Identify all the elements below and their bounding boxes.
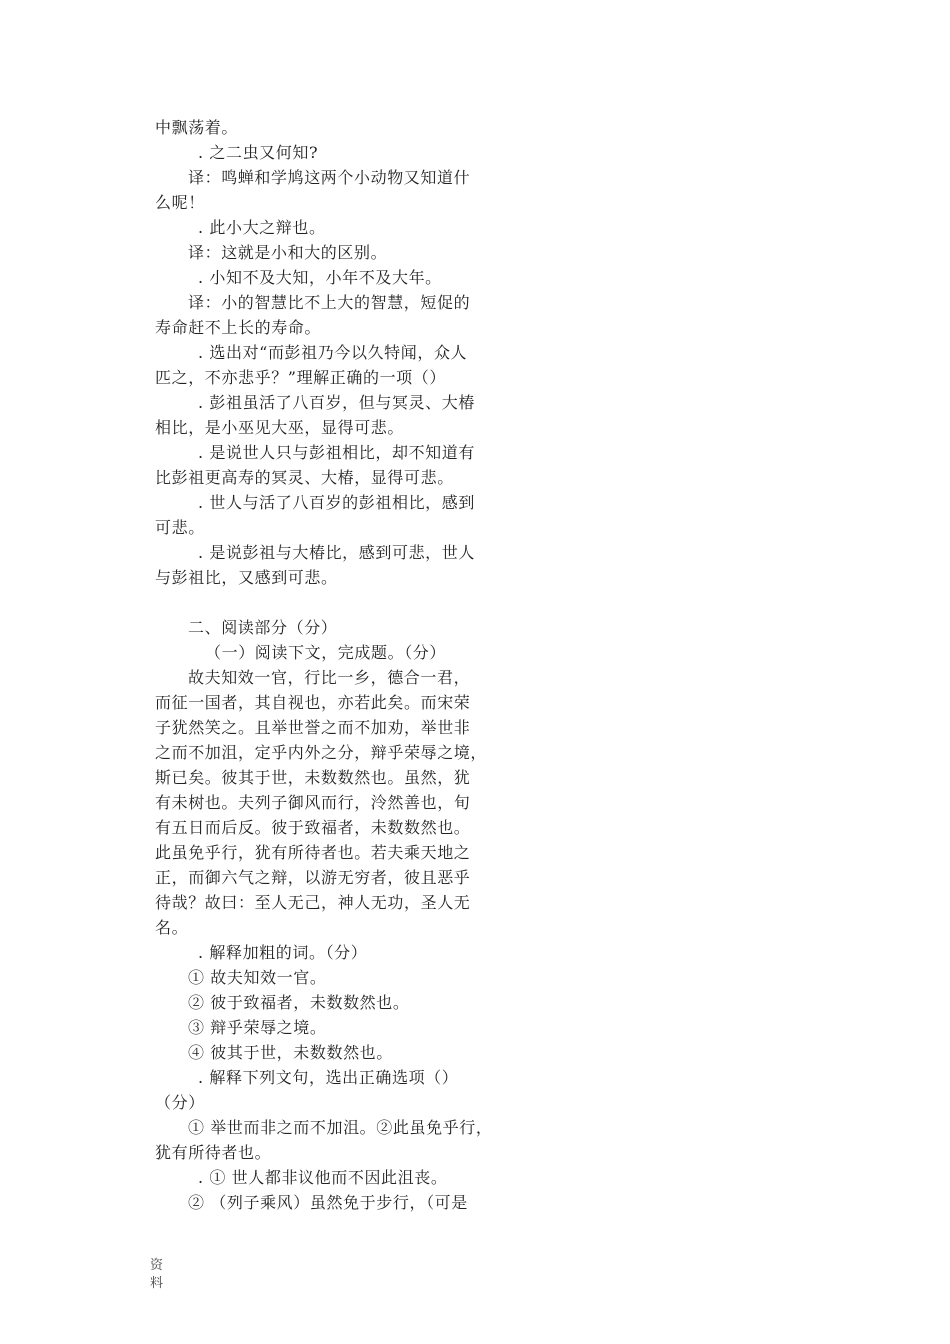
text-line: 与彭祖比，又感到可悲。 [155, 568, 338, 587]
passage-line: 有未树也。夫列子御风而行，泠然善也，旬 [155, 793, 471, 812]
text-line: . 选出对“而彭祖乃今以久特闻，众人 [198, 343, 468, 362]
question-item: ④ 彼其于世，未数数然也。 [188, 1043, 393, 1062]
text-line: . 之二虫又何知? [198, 143, 319, 162]
question-item: ① 故夫知效一官。 [188, 968, 327, 987]
passage-line: 正，而御六气之辩，以游无穷者，彼且恶乎 [155, 868, 471, 887]
text-line: 寿命赶不上长的寿命。 [155, 318, 322, 337]
text-line: 译：这就是小和大的区别。 [188, 243, 388, 262]
question-item: ② 彼于致福者，未数数然也。 [188, 993, 410, 1012]
footer-char: 料 [150, 1276, 164, 1291]
footer-char: 资 [150, 1258, 164, 1273]
question-item: ③ 辩乎荣辱之境。 [188, 1018, 327, 1037]
question-line: . 解释下列文句，选出正确选项（） [198, 1068, 459, 1087]
answer-option: ② （列子乘风）虽然免于步行，（可是 [188, 1193, 468, 1212]
question-line: . 解释加粗的词。（分） [198, 943, 368, 962]
text-line: 译：小的智慧比不上大的智慧，短促的 [188, 293, 471, 312]
question-item: 犹有所待者也。 [155, 1143, 272, 1162]
passage-line: 子犹然笑之。且举世誉之而不加劝，举世非 [155, 718, 471, 737]
passage-line: 之而不加沮，定乎内外之分，辩乎荣辱之境， [155, 743, 488, 762]
passage-line: 故夫知效一官，行比一乡，德合一君， [188, 668, 471, 687]
question-item: ① 举世而非之而不加沮。②此虽免乎行， [188, 1118, 493, 1137]
text-line: 相比，是小巫见大巫，显得可悲。 [155, 418, 405, 437]
text-line: . 彭祖虽活了八百岁，但与冥灵、大椿 [198, 393, 475, 412]
text-line: 中飘荡着。 [155, 118, 239, 137]
passage-line: 斯已矣。彼其于世，未数数然也。虽然，犹 [155, 768, 471, 787]
passage-line: 名。 [155, 918, 189, 937]
text-line: . 是说彭祖与大椿比，感到可悲，世人 [198, 543, 475, 562]
text-line: 么呢！ [155, 193, 205, 212]
text-line: . 世人与活了八百岁的彭祖相比，感到 [198, 493, 475, 512]
text-line: . 此小大之辩也。 [198, 218, 326, 237]
text-line: . 小知不及大知，小年不及大年。 [198, 268, 442, 287]
passage-line: 待哉？故曰：至人无己，神人无功，圣人无 [155, 893, 471, 912]
passage-line: 此虽免乎行，犹有所待者也。若夫乘天地之 [155, 843, 471, 862]
passage-line: 有五日而后反。彼于致福者，未数数然也。 [155, 818, 471, 837]
text-line: 译：鸣蝉和学鸠这两个小动物又知道什 [188, 168, 471, 187]
question-line: （分） [155, 1093, 205, 1112]
passage-line: 而征一国者，其自视也，亦若此矣。而宋荣 [155, 693, 471, 712]
subsection-heading: （一）阅读下文，完成题。（分） [205, 643, 447, 662]
answer-option: . ① 世人都非议他而不因此沮丧。 [198, 1168, 448, 1187]
text-line: 可悲。 [155, 518, 205, 537]
section-heading: 二、阅读部分（分） [188, 618, 338, 637]
text-line: 比彭祖更高寿的冥灵、大椿，显得可悲。 [155, 468, 454, 487]
text-line: . 是说世人只与彭祖相比，却不知道有 [198, 443, 475, 462]
text-line: 匹之，不亦悲乎？”理解正确的一项（） [155, 368, 446, 387]
